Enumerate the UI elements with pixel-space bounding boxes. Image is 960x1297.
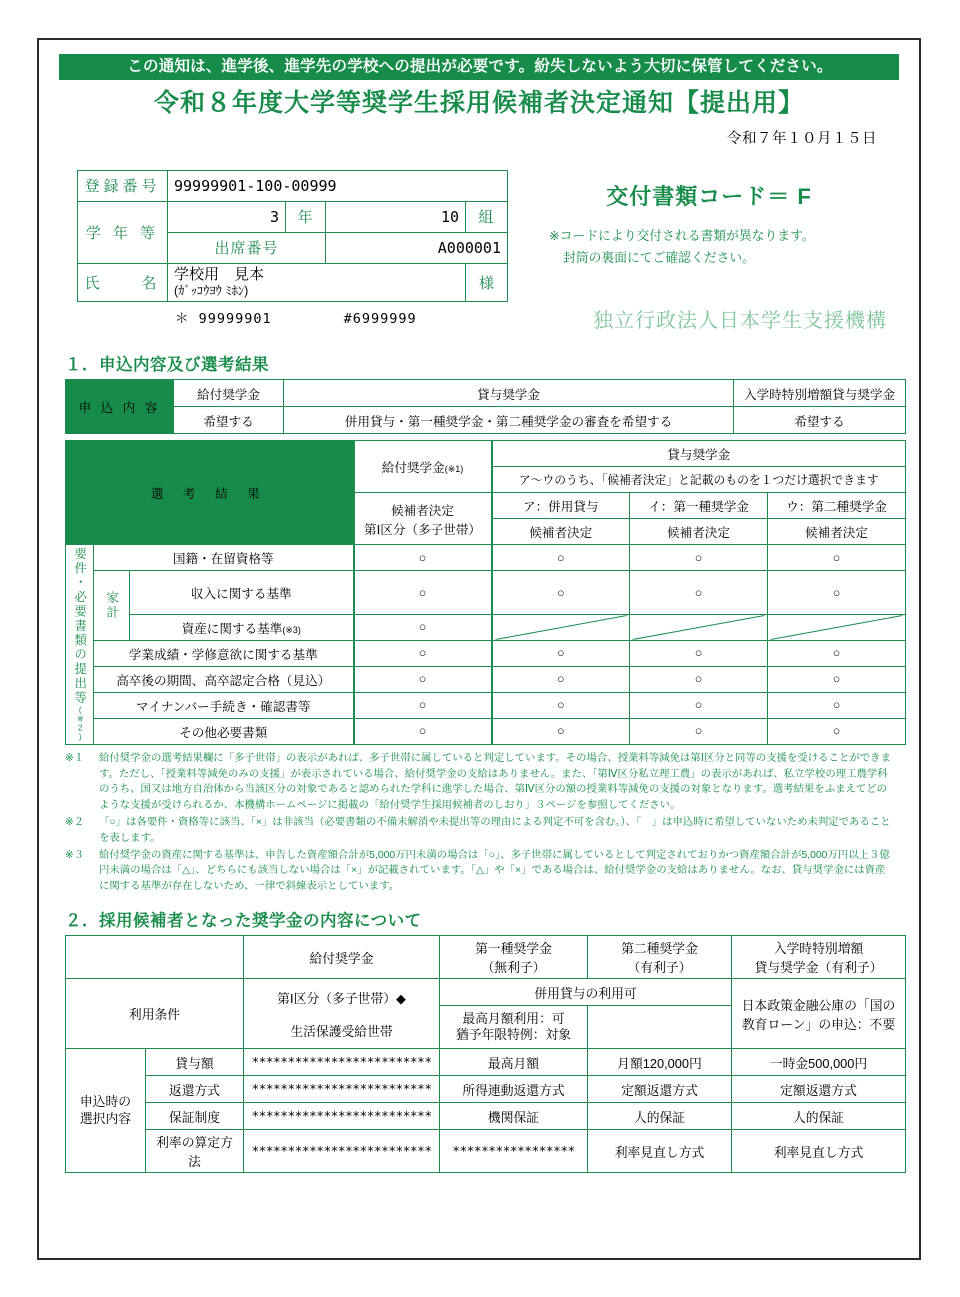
table-row — [66, 666, 906, 692]
table-row — [66, 614, 906, 640]
table-row — [78, 263, 508, 302]
row-label-amount: 貸与額 — [146, 1049, 244, 1076]
footnote-3 — [65, 848, 893, 895]
content-header-blank — [66, 936, 244, 979]
loan-type-i: イ：第一種奨学金 — [630, 493, 768, 519]
content-header-special-l2: 貸与奨学金（有利子） — [754, 960, 883, 976]
usage-conditions-label: 利用条件 — [66, 979, 244, 1049]
row-guarantee-first: 機関保証 — [440, 1103, 588, 1130]
table-row — [66, 692, 906, 718]
section1-footnotes — [65, 751, 893, 895]
criteria-assets-text: 資産に関する基準 — [181, 621, 283, 636]
notice-banner: この通知は、進学後、進学先の学校への提出が必要です。紛失しないよう大切に保管してください。 — [59, 54, 899, 80]
result-header-grant-note: (※1) — [444, 464, 464, 475]
hash-code: #6999999 — [343, 311, 417, 328]
result-header-loan: 貸与奨学金 — [492, 441, 906, 467]
table-row — [66, 1130, 906, 1173]
mark-postgrad-i: ○ — [630, 666, 768, 692]
footnote-3-text: 給付奨学金の資産に関する基準は、申告した資産額合計が5,000万円未満の場合は「○」、多子世帯に属しているとして判定されておりかつ資産額合計が5,000万円以上３億円未満の場合は「△」、どちらにも該当しない場合は「×」が記載されています。「△」や「×」である場合は、給付奨学金の支給はありません。なお、貸与奨学金には資産に関する基準が存在しないため、一律で斜線表示としています。 — [99, 849, 890, 893]
usage-grant-line1: 第Ⅰ区分（多子世帯）◆ — [277, 990, 406, 1006]
row-repayment-second: 定額返還方式 — [588, 1076, 732, 1103]
honorific-suffix: 様 — [466, 263, 508, 302]
row-amount-first: 最高月額 — [440, 1049, 588, 1076]
mark-mynumber-a: ○ — [492, 692, 630, 718]
mark-assets-grant: ○ — [354, 614, 492, 640]
criteria-label-academic: 学業成績・学修意欲に関する基準 — [94, 640, 354, 666]
content-header-grant: 給付奨学金 — [244, 936, 440, 979]
row-rate-special: 利率見直し方式 — [732, 1130, 906, 1173]
attendance-number-value: A000001 — [326, 232, 508, 263]
row-rate-second: 利率見直し方式 — [588, 1130, 732, 1173]
table-row — [66, 380, 906, 407]
row-rate-first: ***************** — [440, 1130, 588, 1173]
row-label-rate: 利率の算定方法 — [146, 1130, 244, 1173]
document-title: 令和８年度大学等奨学生採用候補者決定通知【提出用】 — [153, 89, 804, 118]
application-content-label: 申 込 内 容 — [66, 380, 174, 434]
loan-type-u: ウ：第二種奨学金 — [768, 493, 906, 519]
row-label-guarantee: 保証制度 — [146, 1103, 244, 1130]
mark-other-grant: ○ — [354, 718, 492, 744]
selection-content-label-l2: 選択内容 — [79, 1110, 132, 1126]
mark-academic-grant: ○ — [354, 640, 492, 666]
row-repayment-first: 所得連動返還方式 — [440, 1076, 588, 1103]
row-label-repayment: 返還方式 — [146, 1076, 244, 1103]
mark-mynumber-u: ○ — [768, 692, 906, 718]
footnote-3-mark: ※３ — [65, 849, 85, 861]
table-row — [66, 936, 906, 979]
table-row — [66, 979, 906, 1006]
diagonal-slash-icon — [768, 615, 905, 640]
diagonal-slash-icon — [493, 615, 630, 640]
loan-status-i: 候補者決定 — [630, 519, 768, 545]
usage-special-line2: 教育ローン」の申込：不要 — [741, 1016, 896, 1032]
footnote-2-text: 「○」は各要件・資格等に該当、「×」は非該当（必要書類の不備未解消や未提出等の理由による判定不可を含む。）、「 」は申込時に希望していないため未判定であることを表します。 — [99, 816, 891, 844]
criteria-label-income: 収入に関する基準 — [130, 571, 354, 614]
star-code: ＊ 99999901 — [175, 311, 272, 328]
loan-status-a: 候補者決定 — [492, 519, 630, 545]
table-row — [78, 201, 508, 232]
usage-grant-cell — [244, 979, 440, 1049]
mark-academic-u: ○ — [768, 640, 906, 666]
mark-nationality-i: ○ — [630, 545, 768, 571]
grant-status — [354, 493, 492, 545]
grant-status-line1: 候補者決定 — [391, 503, 454, 518]
delivery-code-note — [549, 225, 899, 269]
requirements-side-label-text — [73, 547, 85, 741]
criteria-label-mynumber: マイナンバー手続き・確認書等 — [94, 692, 354, 718]
mark-other-u: ○ — [768, 718, 906, 744]
mark-nationality-a: ○ — [492, 545, 630, 571]
usage-loan-sub1-l2: 猶予年限特例：対象 — [455, 1027, 572, 1043]
mark-assets-a — [492, 614, 630, 640]
mark-academic-a: ○ — [492, 640, 630, 666]
criteria-label-other: その他必要書類 — [94, 718, 354, 744]
content-header-special-l1: 入学時特別増額 — [773, 941, 864, 957]
apply-value-special: 希望する — [734, 407, 906, 434]
content-header-first-l1: 第一種奨学金 — [475, 941, 552, 957]
footnote-2 — [65, 815, 893, 847]
loan-selection-instruction: ア～ウのうち、「候補者決定」と記載のものを１つだけ選択できます — [492, 467, 906, 493]
row-amount-second: 月額120,000円 — [588, 1049, 732, 1076]
result-header-grant-text: 給付奨学金 — [381, 461, 445, 476]
side-label-main: 要件・必要書類の提出等 — [72, 547, 87, 706]
mark-mynumber-grant: ○ — [354, 692, 492, 718]
grant-status-line2: 第Ⅰ区分（多子世帯） — [363, 522, 482, 537]
mark-mynumber-i: ○ — [630, 692, 768, 718]
criteria-label-postgrad: 高卒後の期間、高卒認定合格（見込） — [94, 666, 354, 692]
criteria-assets-note: (※3) — [282, 624, 301, 635]
mark-nationality-grant: ○ — [354, 545, 492, 571]
requirements-side-label — [66, 545, 94, 744]
mark-nationality-u: ○ — [768, 545, 906, 571]
footnote-1-mark: ※１ — [65, 752, 85, 764]
organization-name: 独立行政法人日本学生支援機構 — [593, 310, 887, 333]
usage-loan-sub1-l1: 最高月額利用：可 — [462, 1011, 565, 1027]
usage-loan-sub1 — [440, 1006, 588, 1049]
section2-heading: ２．採用候補者となった奨学金の内容について — [65, 912, 422, 931]
criteria-label-assets — [130, 614, 354, 640]
mark-income-i: ○ — [630, 571, 768, 614]
selection-content-label — [66, 1049, 146, 1173]
apply-value-loan: 併用貸与・第一種奨学金・第二種奨学金の審査を希望する — [284, 407, 734, 434]
mark-income-a: ○ — [492, 571, 630, 614]
document-code-block — [507, 170, 899, 334]
content-header-second-l2: （有利子） — [627, 960, 692, 976]
student-name-kana: (ｶﾞｯｺｳﾖｳ ﾐﾎﾝ) — [174, 284, 249, 299]
usage-special-cell — [732, 979, 906, 1049]
footnote-2-mark: ※２ — [65, 816, 85, 828]
class-value: 10 — [326, 201, 466, 232]
code-note-line1: ※コードにより交付される書類が異なります。 — [549, 227, 815, 243]
loan-type-a: ア：併用貸与 — [492, 493, 630, 519]
name-label: 氏 名 — [78, 263, 168, 302]
mark-income-u: ○ — [768, 571, 906, 614]
usage-grant-line2: 生活保護受給世帯 — [290, 1023, 393, 1039]
mark-other-i: ○ — [630, 718, 768, 744]
apply-header-loan: 貸与奨学金 — [284, 380, 734, 407]
registration-number-value: 99999901-100-00999 — [168, 170, 508, 201]
table-row — [66, 545, 906, 571]
usage-loan-sub2 — [588, 1006, 732, 1049]
grade-unit: 年 — [286, 201, 326, 232]
table-row — [66, 718, 906, 744]
barcode-codes — [77, 307, 507, 327]
row-rate-grant: ************************* — [244, 1130, 440, 1173]
table-row — [66, 441, 906, 467]
row-repayment-special: 定額返還方式 — [732, 1076, 906, 1103]
row-repayment-grant: ************************* — [244, 1076, 440, 1103]
selection-result-title: 選 考 結 果 — [66, 441, 354, 545]
table-row — [66, 571, 906, 614]
result-header-grant — [354, 441, 492, 493]
content-header-special — [732, 936, 906, 979]
apply-header-grant: 給付奨学金 — [174, 380, 284, 407]
section1-heading: １．申込内容及び選考結果 — [65, 356, 269, 375]
mark-postgrad-a: ○ — [492, 666, 630, 692]
mark-assets-u — [768, 614, 906, 640]
attendance-number-label: 出席番号 — [168, 232, 326, 263]
document-date: 令和７年１０月１５日 — [727, 130, 877, 147]
application-content-table — [65, 379, 906, 434]
identity-block — [59, 170, 899, 334]
identity-table-wrap — [77, 170, 507, 334]
selection-result-table — [65, 440, 906, 744]
document-page-frame — [37, 38, 921, 1260]
row-guarantee-second: 人的保証 — [588, 1103, 732, 1130]
class-unit: 組 — [466, 201, 508, 232]
usage-loan-merged: 併用貸与の利用可 — [440, 979, 732, 1006]
table-row — [66, 1103, 906, 1130]
row-amount-special: 一時金500,000円 — [732, 1049, 906, 1076]
student-name-cell — [168, 263, 466, 302]
mark-assets-i — [630, 614, 768, 640]
household-finance-label — [94, 571, 130, 640]
row-guarantee-special: 人的保証 — [732, 1103, 906, 1130]
delivery-document-code: 交付書類コード＝ F — [606, 183, 812, 209]
household-finance-text: 家計 — [104, 591, 119, 620]
mark-postgrad-u: ○ — [768, 666, 906, 692]
grade-value: 3 — [168, 201, 286, 232]
usage-special-line1: 日本政策金融公庫の「国の — [741, 997, 896, 1013]
mark-income-grant: ○ — [354, 571, 492, 614]
apply-value-grant: 希望する — [174, 407, 284, 434]
identity-table — [77, 170, 508, 303]
code-note-line2: 封筒の裏面にてご確認ください。 — [563, 249, 755, 265]
table-row — [66, 640, 906, 666]
footnote-1-text: 給付奨学金の選考結果欄に「多子世帯」の表示があれば、多子世帯に属していると判定しています。その場合、授業料等減免は第Ⅰ区分と同等の支援を受けることができます。ただし、「授業料等減免のみの支援」が表示されている場合、給付奨学金の支給はありません。また、「第Ⅳ区分私立理工農」の表示があれば、私立学校の理工農学科のうち、国又は地方自治体から当該区分の対象であると認められた学科に進学した場合、第Ⅳ区分の額の授業料等減免の支援の対象となります。選考結果をふまえてどのような支援が受けられるか、本機構ホームページに掲載の「給付奨学生採用候補者のしおり」３ページを参照してください。 — [99, 752, 891, 812]
diagonal-slash-icon — [630, 615, 767, 640]
registration-number-label: 登録番号 — [78, 170, 168, 201]
scholarship-content-table — [65, 935, 906, 1173]
table-row — [66, 1076, 906, 1103]
row-amount-grant: ************************* — [244, 1049, 440, 1076]
loan-status-u: 候補者決定 — [768, 519, 906, 545]
grade-label: 学 年 等 — [78, 201, 168, 263]
table-row — [78, 170, 508, 201]
side-label-note: (※2) — [75, 705, 85, 742]
table-row — [66, 1049, 906, 1076]
content-header-first — [440, 936, 588, 979]
content-header-first-l2: （無利子） — [481, 960, 546, 976]
footnote-1 — [65, 751, 893, 814]
selection-content-label-l1: 申込時の — [79, 1093, 132, 1109]
mark-academic-i: ○ — [630, 640, 768, 666]
content-header-second — [588, 936, 732, 979]
student-name: 学校用 見本 — [174, 265, 265, 283]
apply-header-special: 入学時特別増額貸与奨学金 — [734, 380, 906, 407]
criteria-label-nationality: 国籍・在留資格等 — [94, 545, 354, 571]
mark-other-a: ○ — [492, 718, 630, 744]
content-header-second-l1: 第二種奨学金 — [621, 941, 698, 957]
row-guarantee-grant: ************************* — [244, 1103, 440, 1130]
mark-postgrad-grant: ○ — [354, 666, 492, 692]
table-row — [66, 407, 906, 434]
